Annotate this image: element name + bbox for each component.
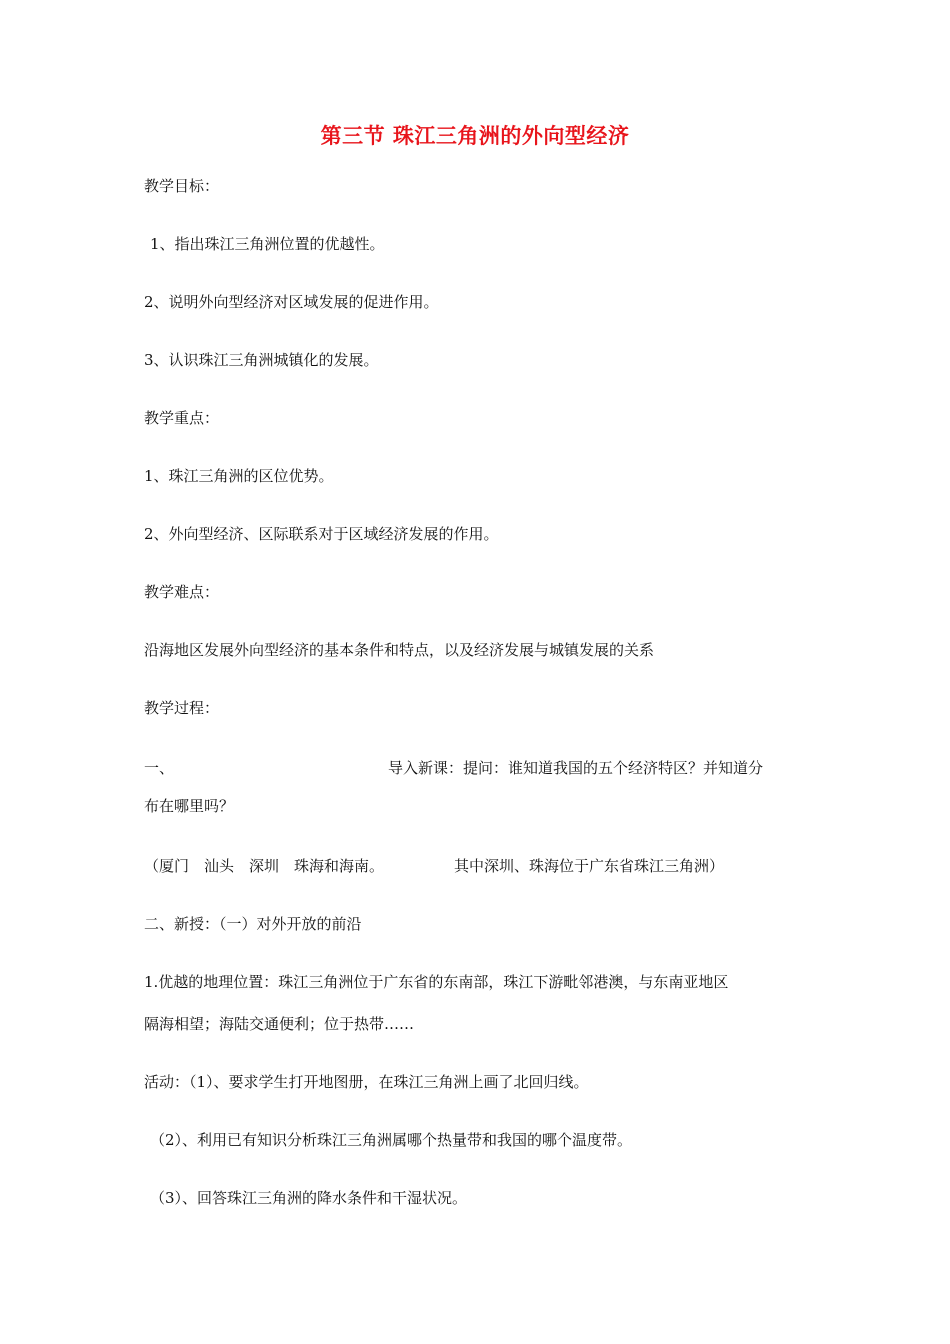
point-1-line-1: 1.优越的地理位置：珠江三角洲位于广东省的东南部，珠江下游毗邻港澳，与东南亚地区 bbox=[144, 973, 729, 991]
process-heading: 教学过程： bbox=[144, 699, 220, 717]
objective-item: 1、指出珠江三角洲位置的优越性。 bbox=[150, 235, 385, 253]
key-point-item: 1、珠江三角洲的区位优势。 bbox=[144, 467, 334, 485]
activity-1: 活动：（1）、要求学生打开地图册，在珠江三角洲上画了北回归线。 bbox=[144, 1073, 589, 1091]
document-title: 第三节 珠江三角洲的外向型经济 bbox=[320, 124, 630, 148]
intro-number: 一、 bbox=[144, 759, 175, 777]
difficulty-text: 沿海地区发展外向型经济的基本条件和特点，以及经济发展与城镇发展的关系 bbox=[144, 641, 655, 659]
objective-item: 2、说明外向型经济对区域发展的促进作用。 bbox=[144, 293, 439, 311]
section-two-heading: 二、新授：（一）对外开放的前沿 bbox=[144, 915, 362, 933]
intro-text: 导入新课：提问：谁知道我国的五个经济特区？并知道分 bbox=[388, 759, 764, 777]
point-1-line-2: 隔海相望；海陆交通便利；位于热带…… bbox=[144, 1015, 415, 1033]
answer-part-1: （厦门 汕头 深圳 珠海和海南。 bbox=[144, 857, 385, 875]
difficulty-heading: 教学难点： bbox=[144, 583, 220, 601]
objectives-heading: 教学目标： bbox=[144, 177, 220, 195]
key-points-heading: 教学重点： bbox=[144, 409, 220, 427]
answer-part-2: 其中深圳、珠海位于广东省珠江三角洲） bbox=[454, 857, 725, 875]
activity-3: （3）、回答珠江三角洲的降水条件和干湿状况。 bbox=[150, 1189, 468, 1207]
key-point-item: 2、外向型经济、区际联系对于区域经济发展的作用。 bbox=[144, 525, 499, 543]
intro-text-continued: 布在哪里吗？ bbox=[144, 797, 235, 815]
objective-item: 3、认识珠江三角洲城镇化的发展。 bbox=[144, 351, 379, 369]
activity-2: （2）、利用已有知识分析珠江三角洲属哪个热量带和我国的哪个温度带。 bbox=[150, 1131, 633, 1149]
